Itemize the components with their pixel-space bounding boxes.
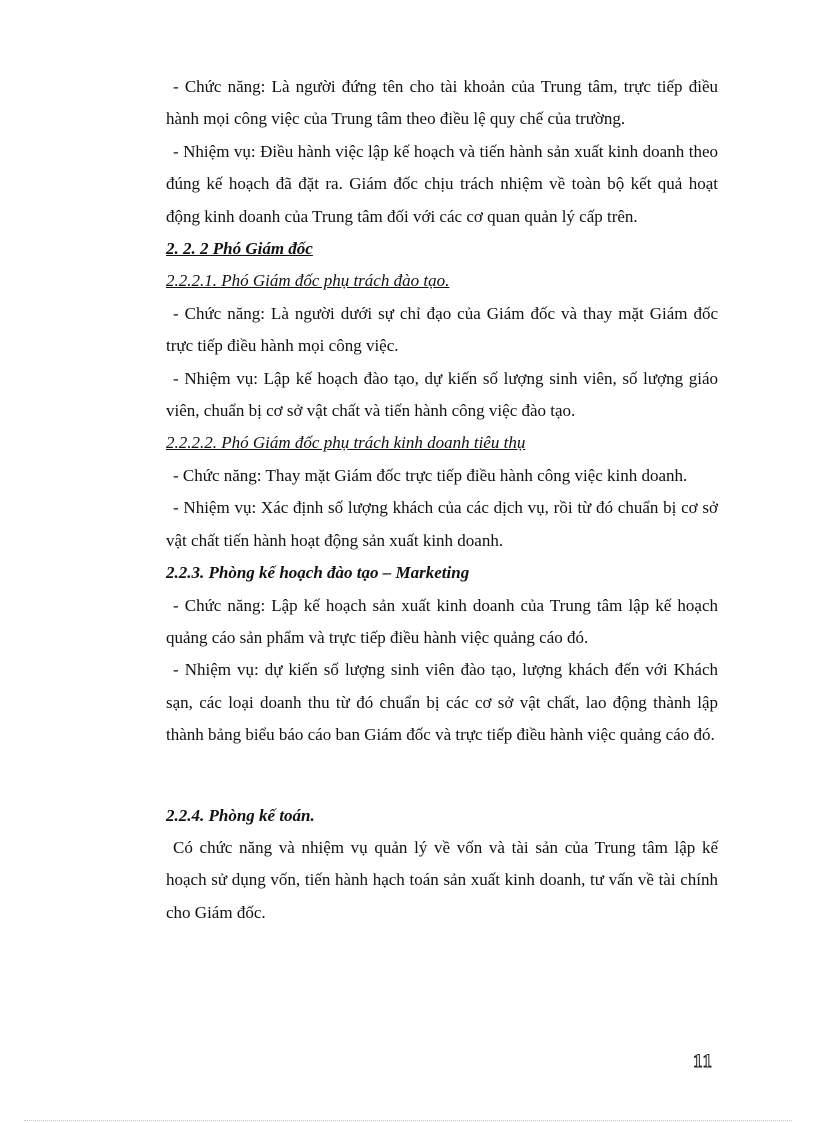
page-number: 11 (693, 1051, 713, 1072)
paragraph-deputy-training-function: - Chức năng: Là người dưới sự chỉ đạo của Giám đốc và thay mặt Giám đốc trực tiếp điều hành mọi công việc. (166, 303, 718, 356)
document-page (166, 71, 718, 929)
footer-divider (24, 1120, 792, 1121)
paragraph-director-duty: - Nhiệm vụ: Điều hành việc lập kế hoạch và tiến hành sản xuất kinh doanh theo đúng kế hoạch đã đặt ra. Giám đốc chịu trách nhiệm về toàn bộ kết quả hoạt động kinh doanh của Trung tâm đối với các cơ quan quản lý cấp trên. (166, 141, 718, 226)
section-spacer (166, 752, 718, 800)
paragraph-planning-function: - Chức năng: Lập kế hoạch sản xuất kinh doanh của Trung tâm lập kế hoạch quảng cáo sản phẩm và trực tiếp điều hành việc quảng cáo đó. (166, 595, 718, 647)
paragraph-deputy-training-duty: - Nhiệm vụ: Lập kế hoạch đào tạo, dự kiến số lượng sinh viên, số lượng giáo viên, chuẩn bị cơ sở vật chất và tiến hành công việc đào tạo. (166, 368, 718, 421)
heading-deputy-director (166, 233, 718, 265)
paragraph-deputy-business-function: - Chức năng: Thay mặt Giám đốc trực tiếp điều hành công việc kinh doanh. (173, 465, 688, 485)
heading-deputy-director-text: 2. 2. 2 Phó Giám đốc (166, 239, 313, 259)
paragraph-deputy-business-duty: - Nhiệm vụ: Xác định số lượng khách của các dịch vụ, rồi từ đó chuẩn bị cơ sở vật chất tiến hành hoạt động sản xuất kinh doanh. (166, 498, 718, 550)
heading-accounting: 2.2.4. Phòng kế toán. (166, 805, 315, 825)
paragraph-planning-duty: - Nhiệm vụ: dự kiến số lượng sinh viên đào tạo, lượng khách đến với Khách sạn, các loại doanh thu từ đó chuẩn bị các cơ sở vật chất, lao động thành lập thành bảng biểu báo cáo ban Giám đốc và trực tiếp điều hành việc quảng cáo đó. (166, 660, 718, 745)
heading-planning-marketing: 2.2.3. Phòng kế hoạch đào tạo – Marketing (166, 563, 470, 583)
subheading-deputy-business-text: 2.2.2.2. Phó Giám đốc phụ trách kinh doanh tiêu thụ (166, 433, 526, 453)
paragraph-accounting: Có chức năng và nhiệm vụ quản lý về vốn và tài sản của Trung tâm lập kế hoạch sử dụng vốn, tiến hành hạch toán sản xuất kinh doanh, tư vấn về tài chính cho Giám đốc. (166, 837, 718, 922)
subheading-deputy-training-text: 2.2.2.1. Phó Giám đốc phụ trách đào tạo. (166, 271, 450, 291)
paragraph-director-function: - Chức năng: Là người đứng tên cho tài khoản của Trung tâm, trực tiếp điều hành mọi công việc của Trung tâm theo điều lệ quy chế của trường. (166, 77, 718, 129)
subheading-deputy-business (166, 427, 718, 459)
subheading-deputy-training (166, 265, 718, 297)
